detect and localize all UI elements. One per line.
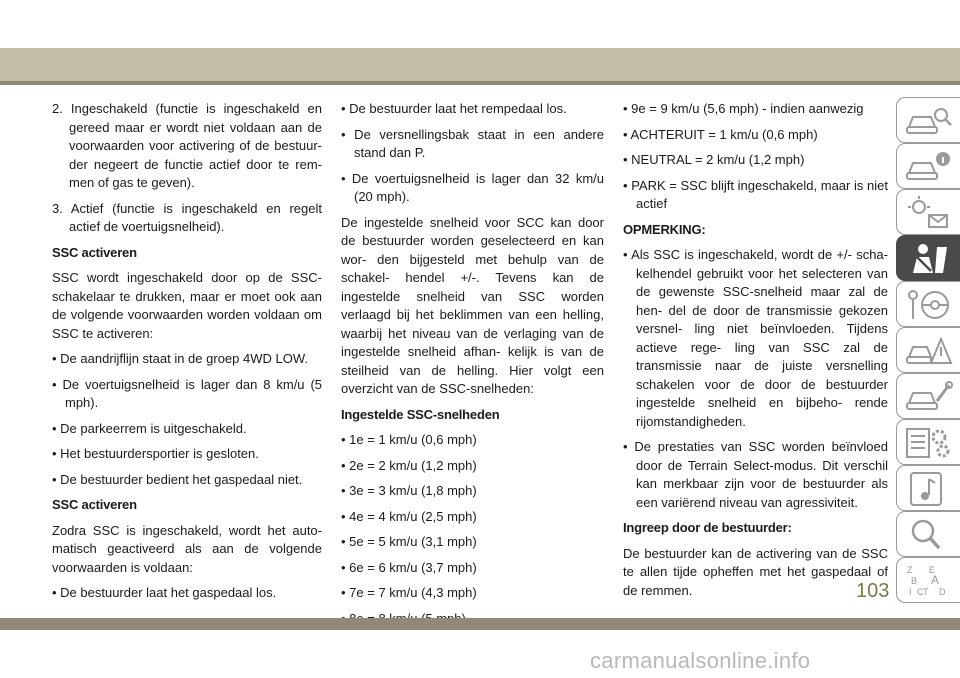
watermark: carmanualsonline.info xyxy=(590,648,811,673)
speed-item: • PARK = SSC blijft ingeschakeld, maar is niet actief xyxy=(623,177,888,211)
note-heading: OPMERKING: xyxy=(623,221,706,237)
column-1 xyxy=(52,100,322,610)
speed-item: • 6e = 6 km/u (3,7 mph) xyxy=(341,559,477,575)
list-gears-icon xyxy=(905,425,953,461)
tab-music[interactable] xyxy=(896,465,960,511)
paragraph: SSC wordt ingeschakeld door op de SSC- schakelaar te drukken, maar er moet ook aan de volgende voorwaarden worden voldaan om SSC te activeren: xyxy=(52,270,322,341)
section-heading: Ingreep door de bestuurder: xyxy=(623,520,792,535)
header-rule xyxy=(0,81,960,85)
magnifier-icon xyxy=(905,517,953,553)
tab-search[interactable] xyxy=(896,511,960,557)
music-note-icon xyxy=(905,471,953,507)
index-letter: Z xyxy=(907,565,913,575)
tab-car-wrench[interactable] xyxy=(896,373,960,419)
speed-item: • 2e = 2 km/u (1,2 mph) xyxy=(341,457,477,473)
tab-index[interactable] xyxy=(896,557,960,603)
section-heading: SSC activeren xyxy=(52,244,137,260)
header-band xyxy=(0,48,960,81)
bullet-item: • De aandrijflijn staat in de groep 4WD LOW. xyxy=(52,351,309,366)
speed-item: • 7e = 7 km/u (4,3 mph) xyxy=(341,585,477,600)
bullet-item: • De voertuigsnelheid is lager dan 8 km/u (5 mph). xyxy=(52,376,322,410)
speed-item: • 4e = 4 km/u (2,5 mph) xyxy=(341,508,477,524)
paragraph: De bestuurder kan de activering van de SSC te allen tijde opheffen met het gaspedaal of de remmen. xyxy=(623,545,888,598)
speed-item: • ACHTERUIT = 1 km/u (0,6 mph) xyxy=(623,126,818,142)
lights-message-icon xyxy=(905,195,953,231)
section-heading: SSC activeren xyxy=(52,497,137,512)
index-letter: I xyxy=(909,587,912,597)
footer-band xyxy=(0,618,960,630)
column-2 xyxy=(341,100,604,635)
list-item-2: 2. Ingeschakeld (functie is ingeschakeld en gereed maar er wordt niet voldaan aan de voorwaarden voor activering of de bestuur- der negeert de functie actief door te rem- men of gas te geven). xyxy=(52,101,322,190)
speed-item: • NEUTRAL = 2 km/u (1,2 mph) xyxy=(623,152,805,167)
alphabet-index-icon xyxy=(905,563,953,599)
paragraph: Zodra SSC is ingeschakeld, wordt het auto- matisch geactiveerd als aan de volgende voorwaarden is voldaan: xyxy=(52,522,322,575)
speed-item: • 5e = 5 km/u (3,1 mph) xyxy=(341,534,477,549)
speed-item: • 9e = 9 km/u (5,6 mph) - indien aanwezig xyxy=(623,101,864,116)
driver-seatbelt-icon xyxy=(905,241,953,277)
bullet-item: • De versnellingsbak staat in een andere stand dan P. xyxy=(341,126,604,160)
paragraph: De ingestelde snelheid voor SCC kan door de bestuurder worden geselecteerd en kan wor- den bijgesteld met behulp van de schakel- hendel +/-. Tevens kan de ingestelde snelheid van SSC worden verlaagd bij het beklimmen van een helling, waarbij het niveau van de verlaging van de ingestelde snelheid afhan- kelijk is van de steilheid van de helling. Hier volgt een overzicht van de SSC-snelheden: xyxy=(341,214,604,396)
car-info-icon xyxy=(905,149,953,185)
note-item: • De prestaties van SSC worden beïnvloed door de Terrain Select-modus. Dit verschil kan merkbaar zijn voor de bestuurder als een variërend niveau van agressiviteit. xyxy=(623,439,888,510)
page-number: 103 xyxy=(856,580,890,602)
tab-list-gears[interactable] xyxy=(896,419,960,465)
tab-warning[interactable] xyxy=(896,327,960,373)
warning-triangle-icon xyxy=(905,333,953,369)
car-wrench-icon xyxy=(905,379,953,415)
bullet-item: • De bestuurder laat het rempedaal los. xyxy=(341,101,567,116)
index-letter: B xyxy=(911,576,918,586)
index-letter: D xyxy=(939,587,946,597)
tab-steering-key[interactable] xyxy=(896,281,960,327)
speed-item: • 1e = 1 km/u (0,6 mph) xyxy=(341,432,477,447)
list-item-3: 3. Actief (functie is ingeschakeld en regelt actief de voertuigsnelheid). xyxy=(52,200,322,234)
tab-driver-seatbelt[interactable] xyxy=(896,235,960,281)
tab-lights-message[interactable] xyxy=(896,189,960,235)
bullet-item: • De bestuurder bedient het gaspedaal niet. xyxy=(52,471,303,487)
column-3 xyxy=(623,100,888,607)
bullet-item: • Het bestuurdersportier is gesloten. xyxy=(52,446,259,461)
car-search-icon xyxy=(905,103,953,139)
index-letter: T xyxy=(923,587,929,597)
bullet-item: • De bestuurder laat het gaspedaal los. xyxy=(52,585,277,600)
index-letter: C xyxy=(917,587,924,597)
note-item: • Als SSC is ingeschakeld, wordt de +/- scha- kelhendel gebruikt voor het selecteren van de gewenste SSC-snelheid maar zal de hen- del de door de transmissie gekozen versnel- ling niet beïnvloeden. Tijdens actieve rege- ling van SSC zal de transmissie naar de juiste versnelling schakelen voor de door de bestuurder ingestelde snelheid en bijbeho- rende rijomstandigheden. xyxy=(623,247,888,429)
section-heading: Ingestelde SSC-snelheden xyxy=(341,406,500,422)
bullet-item: • De parkeerrem is uitgeschakeld. xyxy=(52,420,247,436)
chapter-tabs xyxy=(896,97,960,602)
bullet-item: • De voertuigsnelheid is lager dan 32 km/u (20 mph). xyxy=(341,170,604,204)
speed-item: • 3e = 3 km/u (1,8 mph) xyxy=(341,483,477,498)
tab-car-info[interactable] xyxy=(896,143,960,189)
index-letter: A xyxy=(931,573,940,587)
steering-key-icon xyxy=(905,287,953,323)
tab-car-search[interactable] xyxy=(896,97,960,143)
index-letter: E xyxy=(929,565,936,575)
